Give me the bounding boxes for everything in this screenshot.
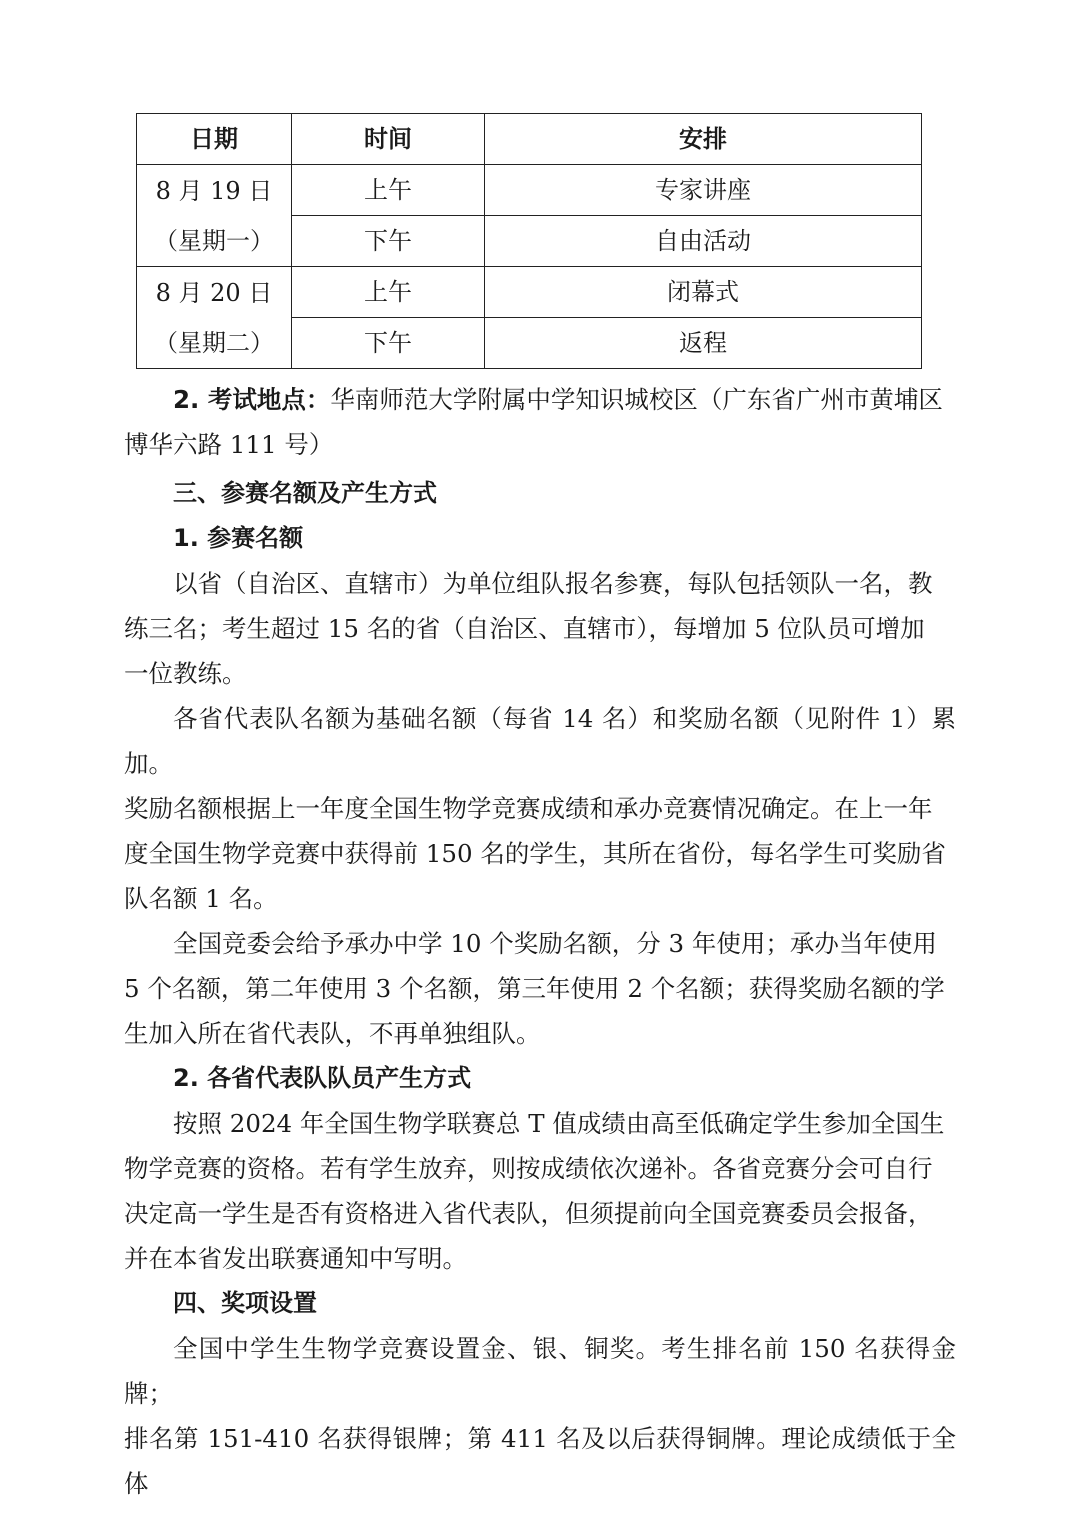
text-line: 以省（自治区、直辖市）为单位组队报名参赛，每队包括领队一名，教 [173, 569, 933, 598]
date-cell [137, 267, 292, 369]
date-text: 8 月 20 日 [155, 278, 273, 307]
arrangement-cell: 闭幕式 [485, 267, 922, 318]
location-line2: 博华六路 111 号） [124, 430, 334, 459]
paragraph [124, 921, 956, 1056]
paragraph [124, 1101, 956, 1281]
location-label: 2. 考试地点： [173, 385, 331, 414]
section-3-subtitle-1: 1. 参赛名额 [173, 524, 304, 552]
arrangement-cell: 返程 [485, 318, 922, 369]
text-line: 决定高一学生是否有资格进入省代表队，但须提前向全国竞赛委员会报备， [124, 1199, 933, 1228]
text-line: 一位教练。 [124, 659, 247, 688]
arrangement-cell: 自由活动 [485, 216, 922, 267]
text-line: 奖励名额根据上一年度全国生物学竞赛成绩和承办竞赛情况确定。在上一年 [124, 794, 933, 823]
text-line: 排名第 151-410 名获得银牌；第 411 名及以后获得铜牌。理论成绩低于全体 [124, 1424, 956, 1498]
date-cell [137, 165, 292, 267]
time-cell: 上午 [292, 165, 485, 216]
paragraph [124, 561, 956, 696]
section-3-subtitle-2: 2. 各省代表队队员产生方式 [173, 1064, 472, 1092]
time-cell: 下午 [292, 216, 485, 267]
text-line: 度全国生物学竞赛中获得前 150 名的学生，其所在省份，每名学生可奖励省 [124, 839, 946, 868]
section-4-title: 四、奖项设置 [173, 1289, 317, 1317]
weekday-text: （星期一） [154, 226, 274, 255]
table-header-row [137, 114, 922, 165]
location-paragraph [124, 377, 956, 467]
text-line: 并在本省发出联赛通知中写明。 [124, 1244, 467, 1273]
text-line: 全国竞委会给予承办中学 10 个奖励名额，分 3 年使用；承办当年使用 [173, 929, 937, 958]
text-line: 物学竞赛的资格。若有学生放弃，则按成绩依次递补。各省竞赛分会可自行 [124, 1154, 933, 1183]
text-line: 队名额 1 名。 [124, 884, 278, 913]
text-line: 各省代表队名额为基础名额（每省 14 名）和奖励名额（见附件 1）累加。 [124, 704, 956, 778]
paragraph [124, 696, 956, 921]
schedule-table [136, 113, 922, 369]
body-text [124, 377, 956, 1506]
header-time: 时间 [292, 114, 485, 165]
text-line: 全国中学生生物学竞赛设置金、银、铜奖。考生排名前 150 名获得金牌； [124, 1334, 956, 1408]
text-line: 按照 2024 年全国生物学联赛总 T 值成绩由高至低确定学生参加全国生 [173, 1109, 945, 1138]
table-row [137, 165, 922, 216]
weekday-text: （星期二） [154, 328, 274, 357]
text-line: 5 个名额，第二年使用 3 个名额，第三年使用 2 个名额；获得奖励名额的学 [124, 974, 945, 1003]
date-text: 8 月 19 日 [155, 176, 273, 205]
paragraph [124, 1326, 956, 1506]
text-line: 练三名；考生超过 15 名的省（自治区、直辖市），每增加 5 位队员可增加 [124, 614, 925, 643]
text-line: 生加入所在省代表队，不再单独组队。 [124, 1019, 541, 1048]
header-arrangement: 安排 [485, 114, 922, 165]
time-cell: 下午 [292, 318, 485, 369]
location-line1: 华南师范大学附属中学知识城校区（广东省广州市黄埔区 [330, 385, 943, 414]
table-row [137, 267, 922, 318]
time-cell: 上午 [292, 267, 485, 318]
arrangement-cell: 专家讲座 [485, 165, 922, 216]
section-3-title: 三、参赛名额及产生方式 [173, 479, 437, 507]
header-date: 日期 [137, 114, 292, 165]
